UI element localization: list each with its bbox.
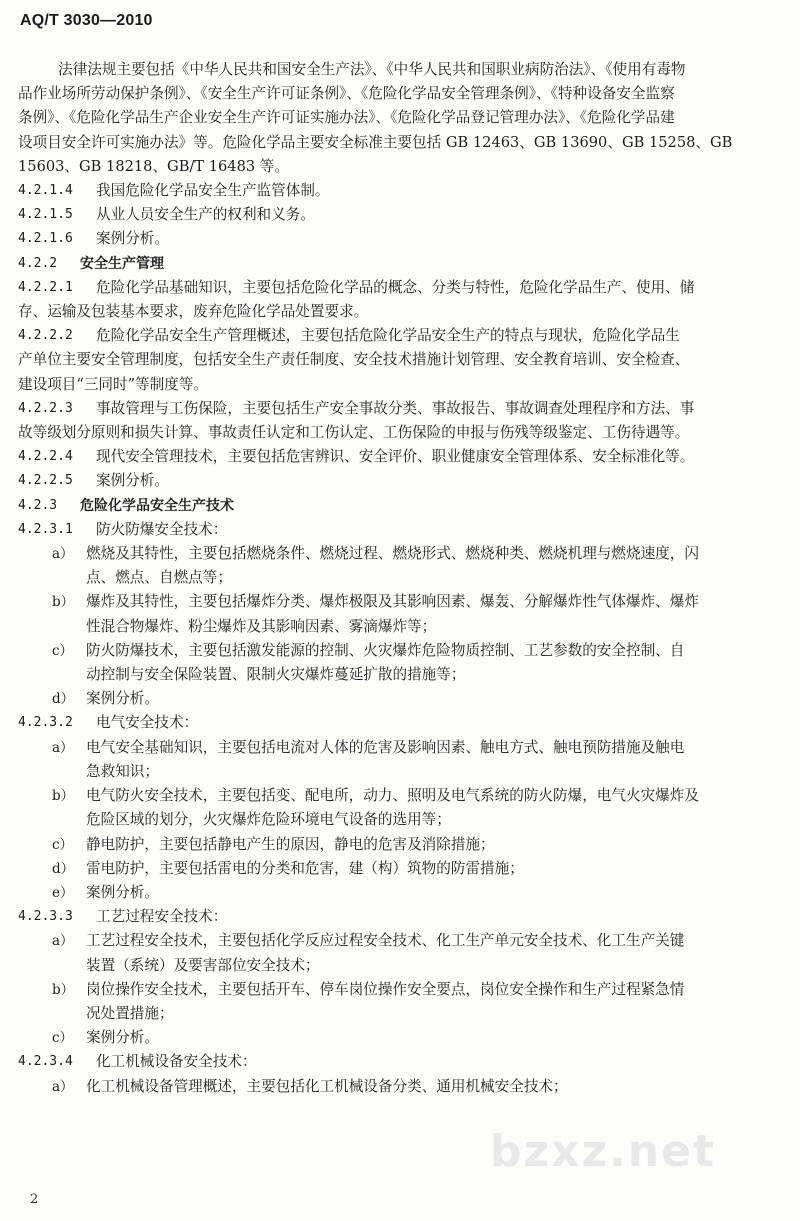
- list-marker: b）: [52, 788, 75, 805]
- watermark-text: bzxz.net: [490, 1126, 717, 1177]
- section-number: 4.2.2: [18, 255, 58, 271]
- list-item: [18, 833, 786, 857]
- list-item-text: 工艺过程安全技术，主要包括化学反应过程安全技术、化工生产单元安全技术、化工生产关键: [86, 932, 685, 950]
- list-marker: c）: [52, 1030, 74, 1047]
- clause-4-2-3-3: [18, 905, 786, 929]
- list-item: [18, 639, 786, 663]
- list-marker: b）: [52, 594, 75, 611]
- clause-number: 4.2.2.2: [18, 328, 73, 344]
- list-item: [18, 784, 786, 808]
- clause-text: 从业人员安全生产的权利和义务。: [96, 206, 315, 224]
- clause-continuation: 产单位主要安全管理制度，包括安全生产责任制度、安全技术措施计划管理、安全教育培训、安全检查、: [18, 351, 690, 369]
- list-item-text: 燃烧及其特性，主要包括燃烧条件、燃烧过程、燃烧形式、燃烧种类、燃烧机理与燃烧速度，闪: [86, 545, 699, 563]
- list-item-continuation: 危险区域的划分，火灾爆炸危险环境电气设备的选用等；: [86, 811, 451, 829]
- clause-text: 事故管理与工伤保险，主要包括生产安全事故分类、事故报告、事故调查处理程序和方法、事: [96, 399, 695, 417]
- list-item-text: 防火防爆技术，主要包括激发能源的控制、火灾爆炸危险物质控制、工艺参数的安全控制、自: [86, 641, 685, 659]
- clause-text: 危险化学品安全生产管理概述，主要包括危险化学品安全生产的特点与现状，危险化学品生: [96, 327, 680, 345]
- section-heading-4-2-3: [18, 494, 786, 518]
- clause-4-2-1-5: [18, 203, 786, 227]
- clause-text: 工艺过程安全技术：: [96, 908, 228, 926]
- clause-number: 4.2.1.6: [18, 231, 73, 247]
- page-number: 2: [30, 1192, 39, 1207]
- clause-number: 4.2.1.4: [18, 183, 73, 199]
- clause-number: 4.2.3.3: [18, 909, 73, 925]
- list-item-text: 电气防火安全技术，主要包括变、配电所，动力、照明及电气系统的防火防爆，电气火灾爆炸及: [86, 787, 699, 805]
- list-item-text: 岗位操作安全技术，主要包括开车、停车岗位操作安全要点，岗位安全操作和生产过程紧急情: [86, 980, 685, 998]
- clause-number: 4.2.3.1: [18, 521, 73, 537]
- list-item: [18, 881, 786, 905]
- clause-number: 4.2.3.2: [18, 715, 73, 731]
- list-item: [18, 542, 786, 566]
- list-item-continuation: 动控制与安全保险装置、限制火灾爆炸蔓延扩散的措施等；: [86, 666, 466, 684]
- list-item-text: 化工机械设备管理概述，主要包括化工机械设备分类、通用机械安全技术；: [86, 1077, 568, 1095]
- intro-line: 15603、GB 18218、GB/T 16483 等。: [18, 157, 289, 175]
- list-marker: a）: [52, 739, 74, 756]
- clause-text: 案例分析。: [96, 230, 169, 248]
- section-title: 危险化学品安全生产技术: [80, 497, 234, 514]
- list-item-text: 爆炸及其特性，主要包括爆炸分类、爆炸极限及其影响因素、爆轰、分解爆炸性气体爆炸、爆炸: [86, 593, 699, 611]
- clause-4-2-3-1: [18, 518, 786, 542]
- clause-4-2-1-4: [18, 179, 786, 203]
- clause-number: 4.2.2.1: [18, 279, 73, 295]
- list-item: [18, 1026, 786, 1050]
- clause-4-2-3-4: [18, 1050, 786, 1074]
- clause-text: 化工机械设备安全技术：: [96, 1053, 257, 1071]
- list-item-continuation: 装置（系统）及要害部位安全技术；: [86, 956, 320, 974]
- clause-number: 4.2.1.5: [18, 207, 73, 223]
- list-item-continuation: 点、燃点、自燃点等；: [86, 569, 232, 587]
- list-item: [18, 687, 786, 711]
- intro-line: 设项目安全许可实施办法》等。危险化学品主要安全标准主要包括 GB 12463、GB 13690、GB 15258、GB: [18, 133, 733, 151]
- clause-4-2-1-6: [18, 227, 786, 251]
- intro-line: 法律法规主要包括《中华人民共和国安全生产法》、《中华人民共和国职业病防治法》、《使用有毒物: [58, 61, 686, 78]
- list-marker: c）: [52, 836, 74, 853]
- list-item-continuation: 急救知识；: [86, 762, 159, 780]
- clause-4-2-2-3: [18, 397, 786, 421]
- clause-4-2-2-1: [18, 276, 786, 300]
- clause-text: 电气安全技术：: [96, 714, 199, 732]
- clause-number: 4.2.2.4: [18, 449, 73, 465]
- list-item-text: 静电防护，主要包括静电产生的原因，静电的危害及消除措施；: [86, 835, 495, 853]
- list-marker: a）: [52, 546, 74, 563]
- list-item: [18, 929, 786, 953]
- clause-text: 防火防爆安全技术：: [96, 520, 228, 538]
- list-marker: a）: [52, 933, 74, 950]
- clause-number: 4.2.3.4: [18, 1054, 73, 1070]
- page-body: [18, 58, 786, 1099]
- list-item-continuation: 性混合物爆炸、粉尘爆炸及其影响因素、雾滴爆炸等；: [86, 617, 437, 635]
- clause-continuation: 存、运输及包装基本要求，废弃危险化学品处置要求。: [18, 303, 369, 321]
- document-code: AQ/T 3030—2010: [20, 12, 153, 29]
- clause-4-2-2-5: [18, 469, 786, 493]
- clause-continuation: 故等级划分原则和损失计算、事故责任认定和工伤认定、工伤保险的申报与伤残等级鉴定、工伤待遇等。: [18, 424, 690, 442]
- list-item-text: 案例分析。: [86, 1029, 159, 1047]
- section-title: 安全生产管理: [80, 255, 164, 272]
- section-heading-4-2-2: [18, 252, 786, 276]
- clause-continuation: 建设项目“三同时”等制度等。: [18, 375, 209, 393]
- list-marker: e）: [52, 884, 74, 901]
- list-item: [18, 590, 786, 614]
- list-item: [18, 978, 786, 1002]
- clause-number: 4.2.2.5: [18, 473, 73, 489]
- section-number: 4.2.3: [18, 497, 58, 513]
- clause-text: 危险化学品基础知识，主要包括危险化学品的概念、分类与特性，危险化学品生产、使用、储: [96, 278, 695, 296]
- list-item: [18, 736, 786, 760]
- clause-number: 4.2.2.3: [18, 400, 73, 416]
- list-marker: c）: [52, 642, 74, 659]
- list-item-text: 雷电防护，主要包括雷电的分类和危害，建（构）筑物的防雷措施；: [86, 859, 524, 877]
- clause-text: 我国危险化学品安全生产监管体制。: [96, 182, 330, 200]
- clause-4-2-2-2: [18, 324, 786, 348]
- clause-4-2-3-2: [18, 711, 786, 735]
- list-item: [18, 857, 786, 881]
- list-item-text: 案例分析。: [86, 690, 159, 708]
- list-item-text: 电气安全基础知识，主要包括电流对人体的危害及影响因素、触电方式、触电预防措施及触电: [86, 738, 685, 756]
- list-marker: d）: [52, 691, 75, 708]
- list-item-continuation: 况处置措施；: [86, 1004, 174, 1022]
- list-marker: a）: [52, 1078, 74, 1095]
- clause-text: 现代安全管理技术，主要包括危害辨识、安全评价、职业健康安全管理体系、安全标准化等。: [96, 448, 695, 466]
- clause-4-2-2-4: [18, 445, 786, 469]
- clause-text: 案例分析。: [96, 472, 169, 490]
- intro-line: 品作业场所劳动保护条例》、《安全生产许可证条例》、《危险化学品安全管理条例》、《特种设备安全监察: [18, 85, 675, 103]
- list-item-text: 案例分析。: [86, 883, 159, 901]
- list-item: [18, 1075, 786, 1099]
- list-marker: d）: [52, 860, 75, 877]
- intro-line: 条例》、《危险化学品生产企业安全生产许可证实施办法》、《危险化学品登记管理办法》、《危险化学品建: [18, 109, 675, 127]
- list-marker: b）: [52, 981, 75, 998]
